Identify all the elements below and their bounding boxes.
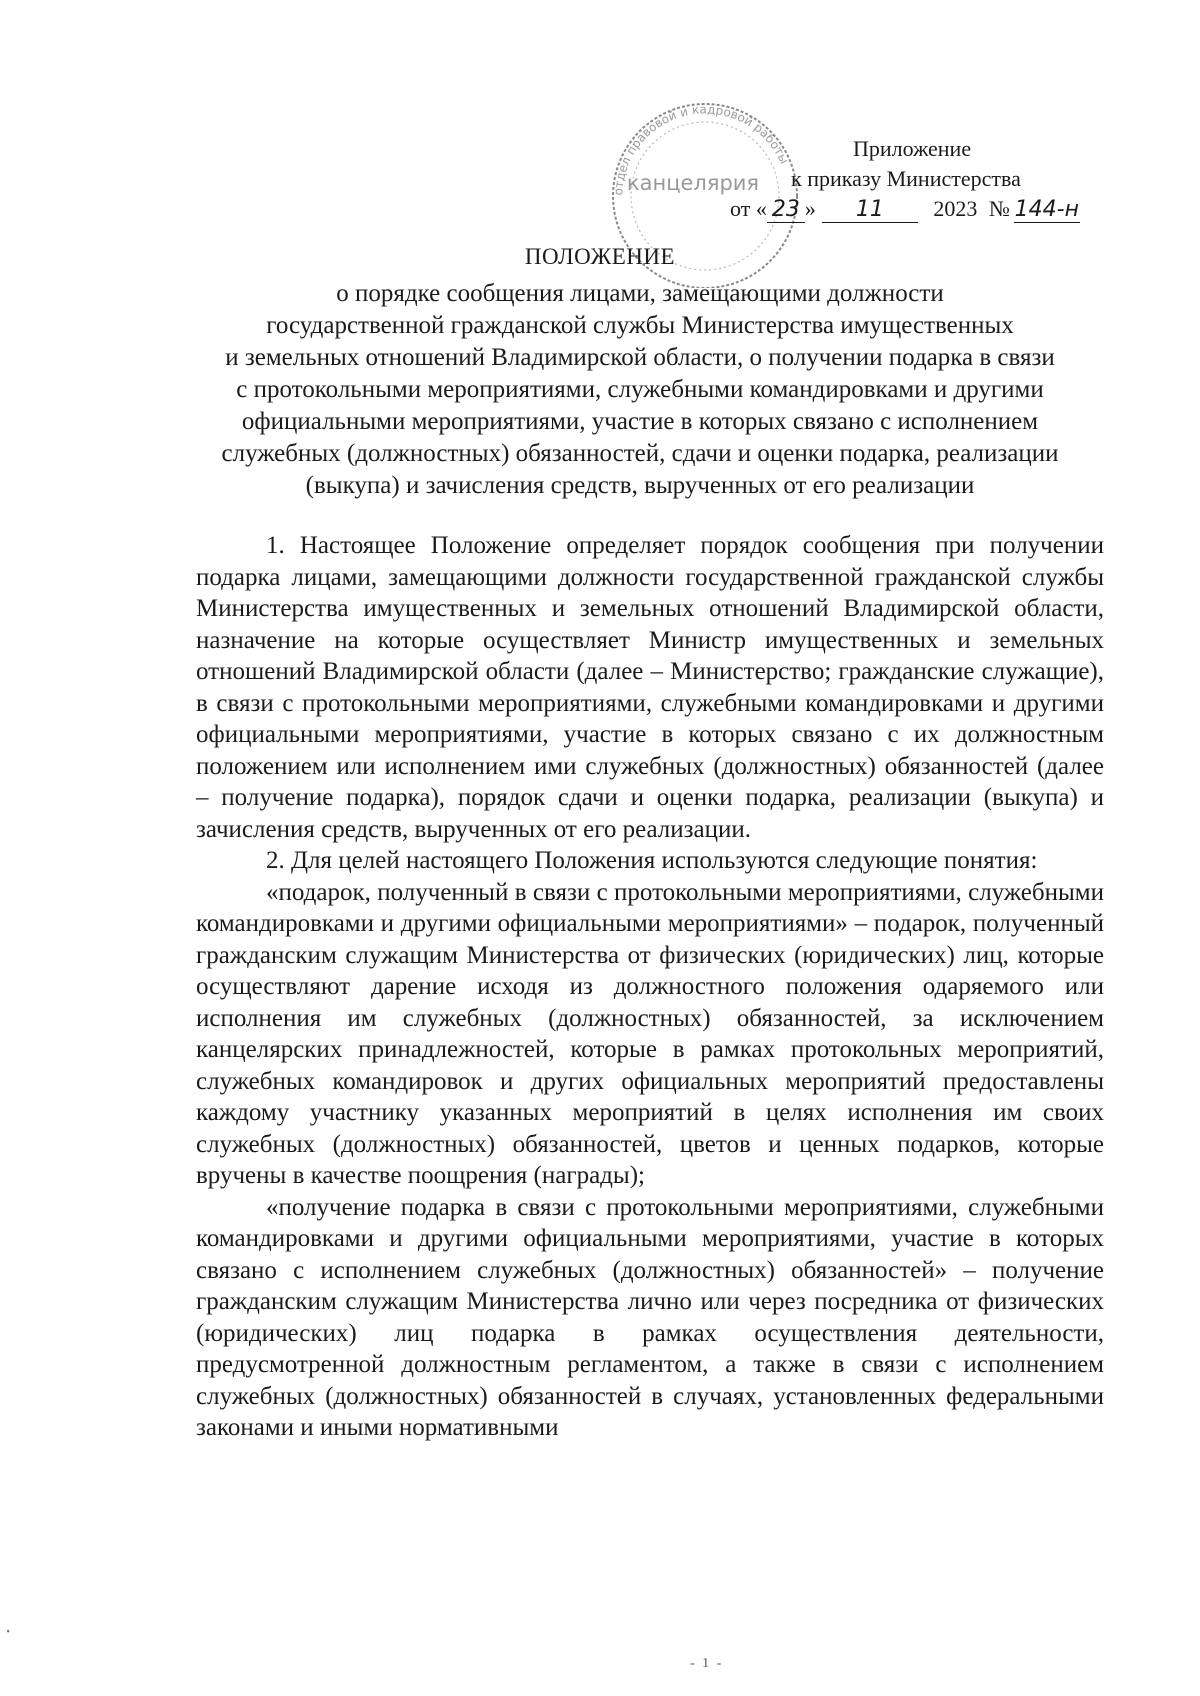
paragraph: 2. Для целей настоящего Положения используются следующие понятия: — [266, 847, 1038, 874]
date-year: 2023 — [933, 196, 978, 221]
document-title: ПОЛОЖЕНИЕ — [524, 244, 676, 269]
subtitle-line: (выкупа) и зачисления средств, вырученных от его реализации — [305, 472, 975, 499]
document-subtitle — [180, 278, 1100, 502]
number-sign: № — [988, 196, 1010, 221]
date-day: 23 — [767, 198, 805, 223]
order-number: 144-н — [1014, 197, 1079, 222]
subtitle-line: официальными мероприятиями, участие в которых связано с исполнением — [241, 408, 1039, 435]
page-number: - 1 - — [690, 1656, 724, 1671]
appendix-label: Приложение — [853, 136, 972, 161]
paragraph: «подарок, полученный в связи с протокольными мероприятиями, служебными командировками и другими официальными мероприятиями» – подарок, полученный гражданским служащим Министерства от физических (юридических) лиц, которые осуществляют дарение исходя из должностного положения одаряемого или исполнения им служебных (должностных) обязанностей, за исключением канцелярских принадлежностей, которые в рамках протокольных мероприятий, служебных командировок и других официальных мероприятий предоставлены каждому участнику указанных мероприятий в целях исполнения им своих служебных (должностных) обязанностей, цветов и ценных подарков, которые вручены в качестве поощрения (награды); — [196, 878, 1104, 1189]
svg-text:канцелярия: канцелярия — [626, 171, 760, 195]
order-reference: к приказу Министерства — [791, 166, 1021, 191]
subtitle-line: служебных (должностных) обязанностей, сдачи и оценки подарка, реализации — [221, 440, 1059, 467]
subtitle-line: с протокольными мероприятиями, служебными командировками и другими — [236, 376, 1044, 403]
subtitle-line: о порядке сообщения лицами, замещающими должности — [336, 280, 944, 307]
subtitle-line: и земельных отношений Владимирской области, о получении подарка в связи — [225, 344, 1055, 371]
paragraph: 1. Настоящее Положение определяет порядок сообщения при получении подарка лицами, замещающими должности государственной гражданской службы Министерства имущественных и земельных отношений Владимирской области, назначение на которые осуществляет Министр имущественных и земельных отношений Владимирской области (далее – Министерство; гражданские служащие), в связи с протокольными мероприятиями, служебными командировками и другими официальными мероприятиями, участие в которых связано с их должностным положением или исполнением ими служебных (должностных) обязанностей (далее – получение подарка), порядок сдачи и оценки подарка, реализации (выкупа) и зачисления средств, вырученных от его реализации. — [196, 532, 1104, 843]
date-mid: » — [804, 196, 816, 221]
scan-mark-icon: ꞏ — [6, 1625, 11, 1640]
svg-text:отдел правовой и кадровой рабо: отдел правовой и кадровой работы — [611, 102, 792, 196]
date-prefix: от « — [730, 196, 767, 221]
subtitle-line: государственной гражданской службы Министерства имущественных — [266, 312, 1014, 339]
paragraph: «получение подарка в связи с протокольными мероприятиями, служебными командировками и другими официальными мероприятиями, участие в которых связано с исполнением служебных (должностных) обязанностей» – получение гражданским служащим Министерства лично или через посредника от физических (юридических) лиц подарка в рамках осуществления деятельности, предусмотренной должностным регламентом, а также в связи с исполнением служебных (должностных) обязанностей в случаях, установленных федеральными законами и иными нормативными — [196, 1193, 1104, 1441]
document-body — [196, 530, 1104, 1444]
date-month: 11 — [822, 198, 918, 223]
order-date-line — [730, 194, 1080, 224]
